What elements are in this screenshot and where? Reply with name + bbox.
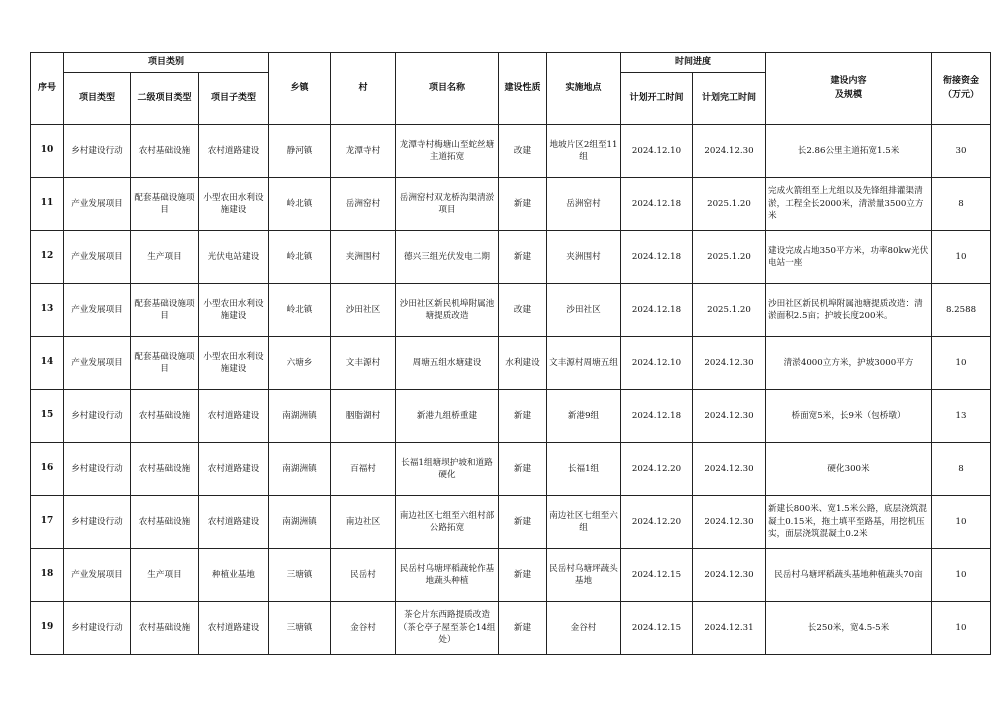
cell-funds: 10: [932, 602, 991, 655]
cell-subsubtype: 小型农田水利设施建设: [199, 284, 269, 337]
cell-village: 民岳村: [331, 549, 396, 602]
cell-subtype: 农村基础设施: [131, 443, 199, 496]
cell-village: 岳洲窑村: [331, 178, 396, 231]
cell-village: 夹洲围村: [331, 231, 396, 284]
cell-location: 新港9组: [547, 390, 621, 443]
project-table: [30, 52, 991, 655]
cell-type: 乡村建设行动: [64, 443, 131, 496]
cell-nature: 改建: [499, 125, 547, 178]
cell-start: 2024.12.15: [621, 549, 693, 602]
cell-funds: 8: [932, 178, 991, 231]
cell-subsubtype: 农村道路建设: [199, 390, 269, 443]
cell-nature: 新建: [499, 231, 547, 284]
cell-location: 长福1组: [547, 443, 621, 496]
cell-content: 清淤4000立方米，护坡3000平方: [766, 337, 932, 390]
header-schedule-group: 时间进度: [621, 53, 766, 73]
cell-subtype: 农村基础设施: [131, 390, 199, 443]
cell-start: 2024.12.15: [621, 602, 693, 655]
cell-name: 德兴三组光伏发电二期: [396, 231, 499, 284]
cell-content: 硬化300米: [766, 443, 932, 496]
cell-location: 文丰源村周塘五组: [547, 337, 621, 390]
cell-content: 长2.86公里主道拓宽1.5米: [766, 125, 932, 178]
cell-location: 岳洲窑村: [547, 178, 621, 231]
cell-nature: 新建: [499, 443, 547, 496]
table-row: [31, 549, 991, 602]
cell-end: 2024.12.30: [693, 125, 766, 178]
cell-village: 金谷村: [331, 602, 396, 655]
table-row: [31, 496, 991, 549]
cell-type: 产业发展项目: [64, 231, 131, 284]
cell-nature: 新建: [499, 390, 547, 443]
cell-town: 岭北镇: [269, 178, 331, 231]
cell-no: 17: [31, 496, 64, 549]
cell-town: 南湖洲镇: [269, 443, 331, 496]
header-subtype: 二级项目类型: [131, 73, 199, 125]
cell-content: 新建长800米、宽1.5米公路，底层浇筑混凝土0.15米，拖土填平至路基，用挖机压实，面层浇筑混凝土0.2米: [766, 496, 932, 549]
table-row: [31, 443, 991, 496]
cell-end: 2025.1.20: [693, 284, 766, 337]
cell-nature: 新建: [499, 602, 547, 655]
header-seq: 序号: [31, 53, 64, 125]
cell-town: 三塘镇: [269, 602, 331, 655]
cell-location: 地坡片区2组至11组: [547, 125, 621, 178]
cell-no: 12: [31, 231, 64, 284]
cell-end: 2025.1.20: [693, 178, 766, 231]
cell-funds: 30: [932, 125, 991, 178]
cell-content: 沙田社区新民机埠附属池塘提质改造：清淤面积2.5亩；护坡长度200米。: [766, 284, 932, 337]
table-row: [31, 125, 991, 178]
cell-no: 13: [31, 284, 64, 337]
cell-name: 南边社区七组至六组村部公路拓宽: [396, 496, 499, 549]
cell-name: 沙田社区新民机埠附属池塘提质改造: [396, 284, 499, 337]
header-row-top: [31, 53, 991, 73]
cell-subtype: 农村基础设施: [131, 125, 199, 178]
header-subsubtype: 项目子类型: [199, 73, 269, 125]
cell-no: 19: [31, 602, 64, 655]
cell-town: 静河镇: [269, 125, 331, 178]
cell-subtype: 农村基础设施: [131, 602, 199, 655]
cell-start: 2024.12.18: [621, 178, 693, 231]
header-location: 实施地点: [547, 53, 621, 125]
cell-village: 文丰源村: [331, 337, 396, 390]
cell-type: 产业发展项目: [64, 178, 131, 231]
cell-start: 2024.12.18: [621, 284, 693, 337]
header-content: 建设内容 及规模: [766, 53, 932, 125]
header-type: 项目类型: [64, 73, 131, 125]
cell-location: 沙田社区: [547, 284, 621, 337]
cell-subsubtype: 种植业基地: [199, 549, 269, 602]
cell-village: 龙潭寺村: [331, 125, 396, 178]
cell-name: 周塘五组水塘建设: [396, 337, 499, 390]
cell-funds: 8.2588: [932, 284, 991, 337]
cell-town: 六塘乡: [269, 337, 331, 390]
cell-name: 岳洲窑村双龙桥沟渠清淤项目: [396, 178, 499, 231]
cell-subtype: 配套基础设施项目: [131, 337, 199, 390]
cell-town: 岭北镇: [269, 231, 331, 284]
table-row: [31, 602, 991, 655]
cell-start: 2024.12.10: [621, 125, 693, 178]
cell-content: 建设完成占地350平方米，功率80kw光伏电站一座: [766, 231, 932, 284]
cell-type: 乡村建设行动: [64, 125, 131, 178]
cell-nature: 新建: [499, 549, 547, 602]
table-row: [31, 178, 991, 231]
header-end: 计划完工时间: [693, 73, 766, 125]
cell-end: 2024.12.30: [693, 443, 766, 496]
cell-subtype: 配套基础设施项目: [131, 178, 199, 231]
cell-subsubtype: 农村道路建设: [199, 602, 269, 655]
table-row: [31, 284, 991, 337]
cell-nature: 水利建设: [499, 337, 547, 390]
cell-subtype: 生产项目: [131, 231, 199, 284]
cell-nature: 改建: [499, 284, 547, 337]
cell-location: 夹洲围村: [547, 231, 621, 284]
header-funds: 衔接资金 （万元）: [932, 53, 991, 125]
cell-funds: 10: [932, 549, 991, 602]
cell-funds: 13: [932, 390, 991, 443]
cell-name: 民岳村乌塘坪稻蔬轮作基地蔬头种植: [396, 549, 499, 602]
cell-no: 16: [31, 443, 64, 496]
cell-type: 产业发展项目: [64, 549, 131, 602]
cell-end: 2024.12.30: [693, 496, 766, 549]
cell-name: 长福1组塘坝护坡和道路硬化: [396, 443, 499, 496]
cell-town: 岭北镇: [269, 284, 331, 337]
cell-funds: 10: [932, 496, 991, 549]
cell-subtype: 农村基础设施: [131, 496, 199, 549]
cell-start: 2024.12.20: [621, 496, 693, 549]
cell-nature: 新建: [499, 496, 547, 549]
cell-subsubtype: 农村道路建设: [199, 496, 269, 549]
cell-type: 乡村建设行动: [64, 496, 131, 549]
cell-subtype: 生产项目: [131, 549, 199, 602]
cell-type: 乡村建设行动: [64, 602, 131, 655]
cell-subsubtype: 小型农田水利设施建设: [199, 178, 269, 231]
cell-village: 胭脂湖村: [331, 390, 396, 443]
cell-no: 14: [31, 337, 64, 390]
cell-name: 龙潭寺村梅塘山至蛇丝塘主道拓宽: [396, 125, 499, 178]
header-project-name: 项目名称: [396, 53, 499, 125]
table-row: [31, 337, 991, 390]
cell-nature: 新建: [499, 178, 547, 231]
cell-subsubtype: 农村道路建设: [199, 443, 269, 496]
cell-name: 新港九组桥重建: [396, 390, 499, 443]
cell-content: 完成火箭组至上尤组以及先锋组排灌渠清淤，工程全长2000米，清淤量3500立方米: [766, 178, 932, 231]
cell-name: 茶仑片东西路提质改造（茶仑亭子屋至茶仑14组处）: [396, 602, 499, 655]
cell-no: 11: [31, 178, 64, 231]
cell-town: 南湖洲镇: [269, 390, 331, 443]
cell-town: 南湖洲镇: [269, 496, 331, 549]
cell-no: 15: [31, 390, 64, 443]
cell-type: 产业发展项目: [64, 284, 131, 337]
cell-content: 长250米，宽4.5-5米: [766, 602, 932, 655]
cell-location: 金谷村: [547, 602, 621, 655]
cell-funds: 10: [932, 337, 991, 390]
table-row: [31, 390, 991, 443]
header-start: 计划开工时间: [621, 73, 693, 125]
cell-start: 2024.12.18: [621, 390, 693, 443]
cell-funds: 10: [932, 231, 991, 284]
cell-no: 10: [31, 125, 64, 178]
cell-subsubtype: 光伏电站建设: [199, 231, 269, 284]
cell-type: 产业发展项目: [64, 337, 131, 390]
cell-end: 2025.1.20: [693, 231, 766, 284]
cell-content: 民岳村乌塘坪稻蔬头基地种植蔬头70亩: [766, 549, 932, 602]
table-body: [31, 125, 991, 655]
cell-subsubtype: 农村道路建设: [199, 125, 269, 178]
header-category-group: 项目类别: [64, 53, 269, 73]
cell-type: 乡村建设行动: [64, 390, 131, 443]
cell-content: 桥面宽5米，长9米（包桥墩）: [766, 390, 932, 443]
cell-location: 南边社区七组至六组: [547, 496, 621, 549]
cell-town: 三塘镇: [269, 549, 331, 602]
header-town: 乡镇: [269, 53, 331, 125]
header-village: 村: [331, 53, 396, 125]
cell-start: 2024.12.20: [621, 443, 693, 496]
cell-village: 沙田社区: [331, 284, 396, 337]
cell-village: 百福村: [331, 443, 396, 496]
cell-end: 2024.12.30: [693, 549, 766, 602]
cell-start: 2024.12.18: [621, 231, 693, 284]
cell-subtype: 配套基础设施项目: [131, 284, 199, 337]
cell-subsubtype: 小型农田水利设施建设: [199, 337, 269, 390]
cell-start: 2024.12.10: [621, 337, 693, 390]
cell-location: 民岳村乌塘坪蔬头基地: [547, 549, 621, 602]
header-nature: 建设性质: [499, 53, 547, 125]
cell-end: 2024.12.30: [693, 390, 766, 443]
cell-village: 南边社区: [331, 496, 396, 549]
cell-funds: 8: [932, 443, 991, 496]
cell-end: 2024.12.30: [693, 337, 766, 390]
cell-end: 2024.12.31: [693, 602, 766, 655]
table-row: [31, 231, 991, 284]
cell-no: 18: [31, 549, 64, 602]
